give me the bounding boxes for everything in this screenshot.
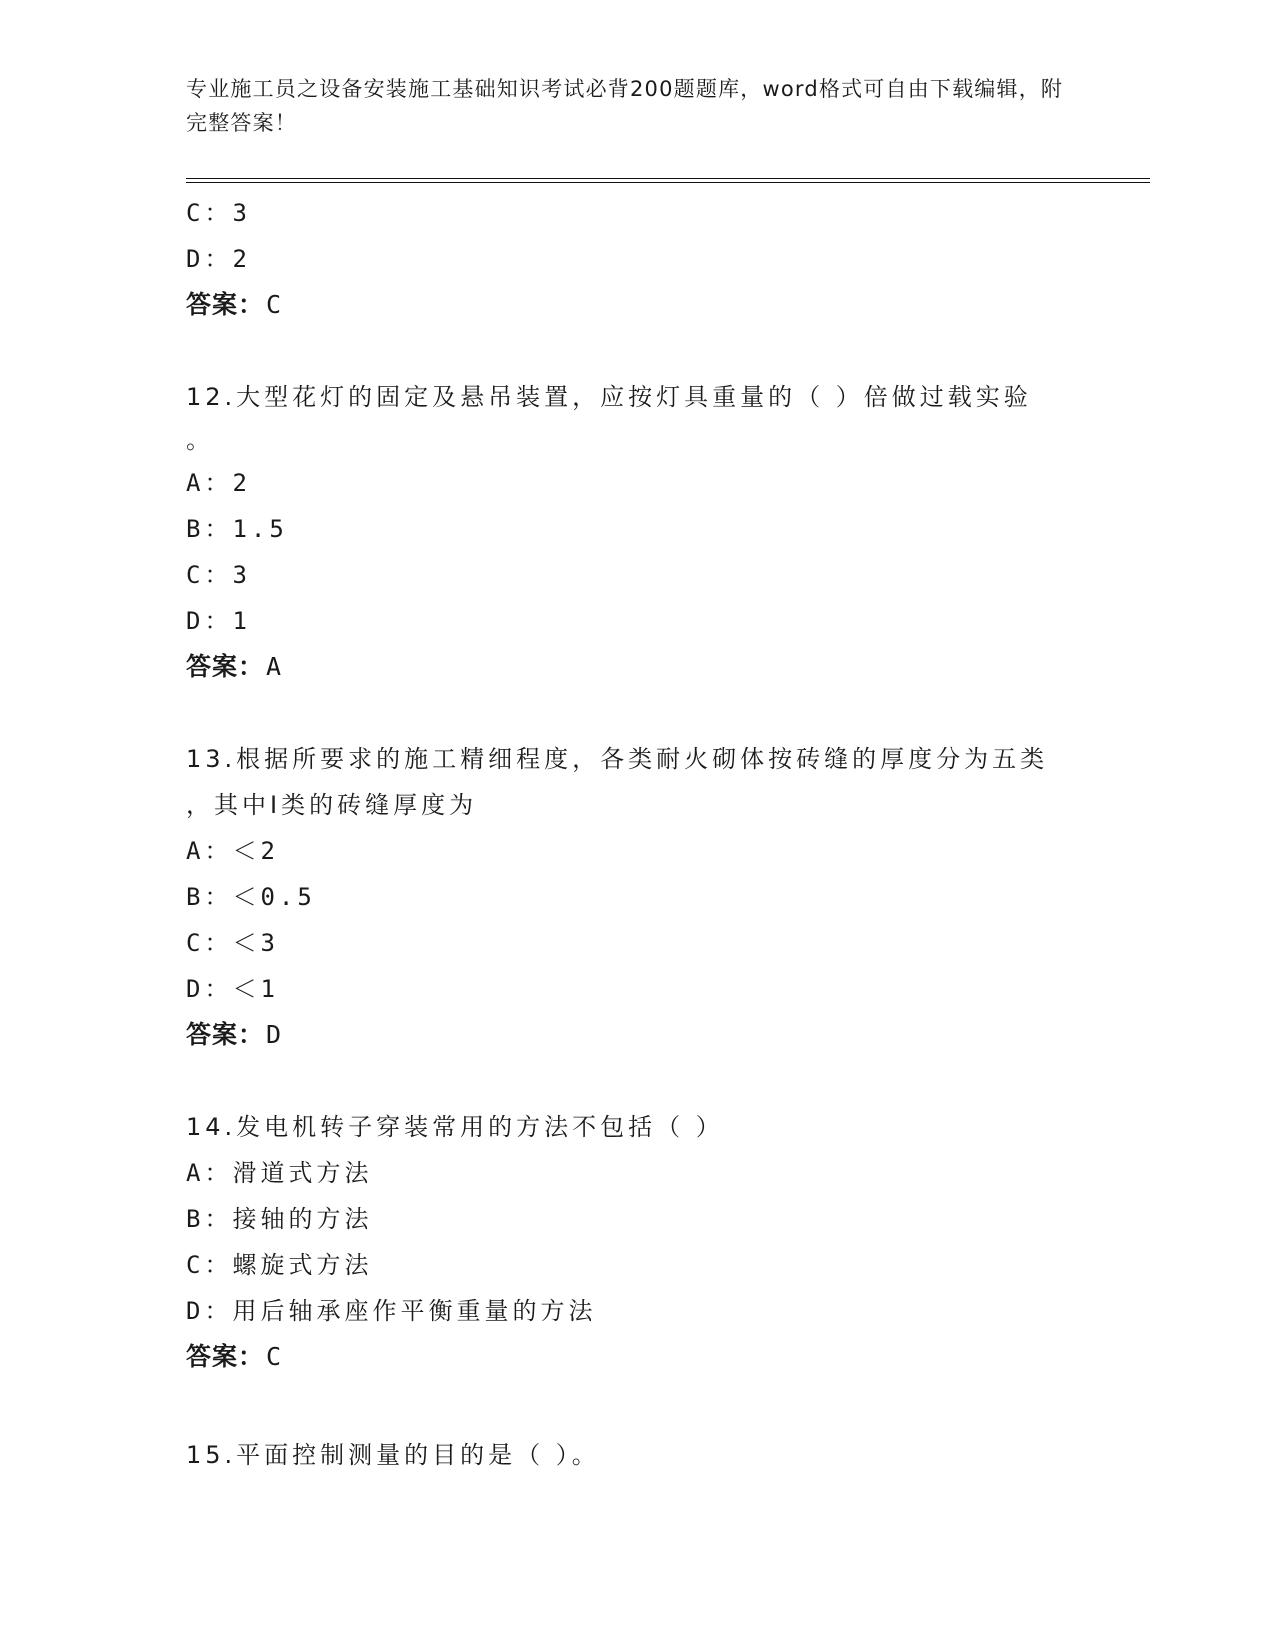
answer-line	[186, 282, 1086, 328]
option-c: C：螺旋式方法	[186, 1251, 373, 1279]
question-15	[186, 1432, 1086, 1478]
option-d: D：＜1	[186, 975, 279, 1003]
spacer	[186, 690, 1086, 736]
answer-value: C	[266, 1342, 283, 1371]
question-12	[186, 374, 1086, 690]
answer-label: 答案：	[186, 1020, 265, 1049]
header-divider	[186, 178, 1150, 183]
answer-line	[186, 1334, 1086, 1380]
question-text: 13.根据所要求的施工精细程度，各类耐火砌体按砖缝的厚度分为五类	[186, 745, 1049, 773]
option-d: D：1	[186, 607, 251, 635]
option-d: D：用后轴承座作平衡重量的方法	[186, 1297, 597, 1325]
answer-line	[186, 644, 1086, 690]
question-text: 15.平面控制测量的目的是（ ）。	[186, 1441, 600, 1469]
option-d: D：2	[186, 245, 251, 273]
option-c: C：＜3	[186, 929, 279, 957]
option-b: B：1.5	[186, 515, 288, 543]
question-text-cont: 。	[186, 426, 214, 454]
question-13	[186, 736, 1086, 1058]
answer-value: A	[266, 652, 283, 681]
option-b: B：＜0.5	[186, 883, 316, 911]
spacer	[186, 328, 1086, 374]
answer-label: 答案：	[186, 290, 265, 319]
question-14	[186, 1104, 1086, 1380]
option-a: A：＜2	[186, 837, 279, 865]
header-text: 专业施工员之设备安装施工基础知识考试必背200题题库，word格式可自由下载编辑，附完整答案！	[186, 77, 1064, 135]
document-body	[186, 190, 1086, 1478]
spacer	[186, 1380, 1086, 1432]
question-text: 14.发电机转子穿装常用的方法不包括（ ）	[186, 1113, 724, 1141]
answer-value: D	[266, 1020, 283, 1049]
answer-value: C	[266, 290, 283, 319]
option-b: B：接轴的方法	[186, 1205, 373, 1233]
answer-label: 答案：	[186, 1342, 265, 1371]
option-a: A：2	[186, 469, 251, 497]
answer-line	[186, 1012, 1086, 1058]
question-11-continuation	[186, 190, 1086, 328]
spacer	[186, 1058, 1086, 1104]
question-text: 12.大型花灯的固定及悬吊装置，应按灯具重量的（ ）倍做过载实验	[186, 383, 1032, 411]
answer-label: 答案：	[186, 652, 265, 681]
option-a: A：滑道式方法	[186, 1159, 373, 1187]
option-c: C：3	[186, 199, 251, 227]
option-c: C：3	[186, 561, 251, 589]
question-text-cont: ，其中Ⅰ类的砖缝厚度为	[186, 791, 478, 819]
page-header	[186, 72, 1066, 140]
